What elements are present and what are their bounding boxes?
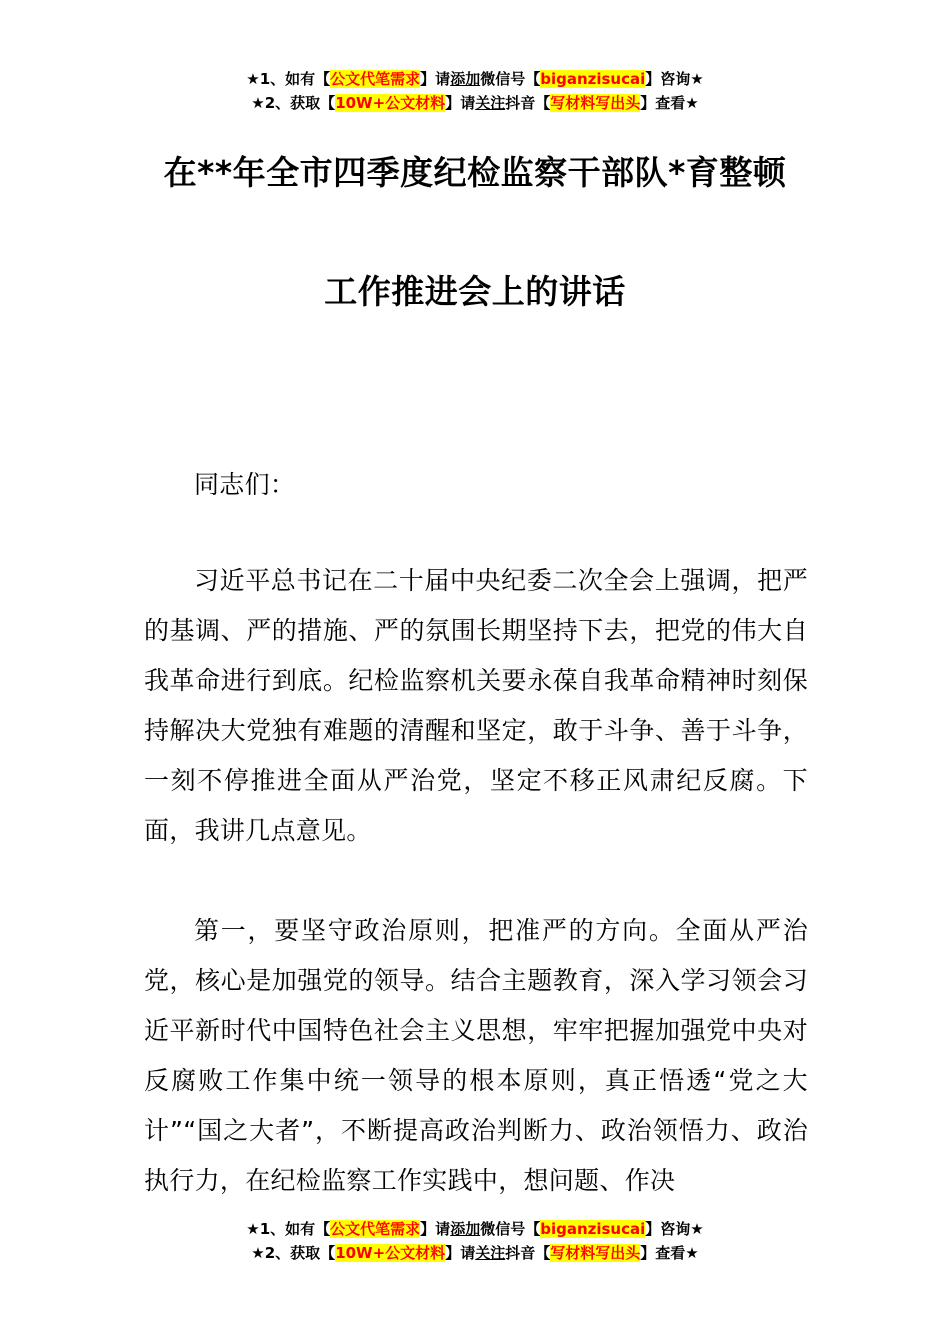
banner-line-2 bbox=[0, 91, 950, 115]
banner-emphasis: 添加 bbox=[450, 1220, 481, 1238]
banner-emphasis: 添加 bbox=[450, 70, 481, 88]
banner-text: 】请 bbox=[420, 70, 451, 88]
banner-text: 】咨询★ bbox=[645, 1220, 704, 1238]
banner-text: 】咨询★ bbox=[645, 70, 704, 88]
banner-highlight: 10W+公文材料 bbox=[335, 94, 446, 112]
banner-text: 】查看★ bbox=[640, 1244, 699, 1262]
banner-text: 】查看★ bbox=[640, 94, 699, 112]
banner-highlight: 公文代笔需求 bbox=[330, 1220, 421, 1238]
banner-text: ★2、获取【 bbox=[251, 1244, 336, 1262]
banner-highlight: 写材料写出头 bbox=[550, 94, 641, 112]
document-title-line-1: 在**年全市四季度纪检监察干部队*育整顿 bbox=[163, 153, 787, 192]
banner-text: 】请 bbox=[445, 1244, 476, 1262]
banner-line-2 bbox=[0, 1241, 950, 1265]
banner-highlight: 10W+公文材料 bbox=[335, 1244, 446, 1262]
footer-banner bbox=[0, 1217, 950, 1265]
paragraph-text: 第一，要坚守政治原则，把准严的方向。全面从严治党，核心是加强党的领导。结合主题教育，深入学习领会习近平新时代中国特色社会主义思想，牢牢把握加强党中央对反腐败工作集中统一领导的根本原则，真正悟透“党之大计”“国之大者”，不断提高政治判断力、政治领悟力、政治执行力，在纪检监察工作实践中，想问题、作决 bbox=[144, 916, 808, 1195]
banner-emphasis: 关注 bbox=[475, 94, 506, 112]
banner-text: 微信号【 bbox=[480, 1220, 541, 1238]
banner-text: 】请 bbox=[420, 1220, 451, 1238]
paragraph-text: 习近平总书记在二十届中央纪委二次全会上强调，把严的基调、严的措施、严的氛围长期坚持下去，把党的伟大自我革命进行到底。纪检监察机关要永葆自我革命精神时刻保持解决大党独有难题的清醒和坚定，敢于斗争、善于斗争，一刻不停推进全面从严治党，坚定不移正风肃纪反腐。下面，我讲几点意见。 bbox=[144, 566, 808, 845]
banner-highlight: 公文代笔需求 bbox=[330, 70, 421, 88]
banner-highlight: 写材料写出头 bbox=[550, 1244, 641, 1262]
banner-text: ★1、如有【 bbox=[246, 70, 331, 88]
salutation bbox=[144, 460, 808, 510]
banner-text: 抖音【 bbox=[505, 1244, 551, 1262]
banner-text: 微信号【 bbox=[480, 70, 541, 88]
banner-line-1 bbox=[0, 1217, 950, 1241]
salutation-text: 同志们： bbox=[194, 470, 296, 499]
document-title-line-2: 工作推进会上的讲话 bbox=[324, 272, 626, 311]
banner-line-1 bbox=[0, 67, 950, 91]
header-banner bbox=[0, 67, 950, 115]
banner-highlight: biganzisucai bbox=[540, 70, 646, 88]
paragraph bbox=[144, 556, 808, 856]
banner-highlight: biganzisucai bbox=[540, 1220, 646, 1238]
banner-text: ★2、获取【 bbox=[251, 94, 336, 112]
paragraph bbox=[144, 906, 808, 1206]
banner-text: 】请 bbox=[445, 94, 476, 112]
banner-text: 抖音【 bbox=[505, 94, 551, 112]
banner-emphasis: 关注 bbox=[475, 1244, 506, 1262]
banner-text: ★1、如有【 bbox=[246, 1220, 331, 1238]
